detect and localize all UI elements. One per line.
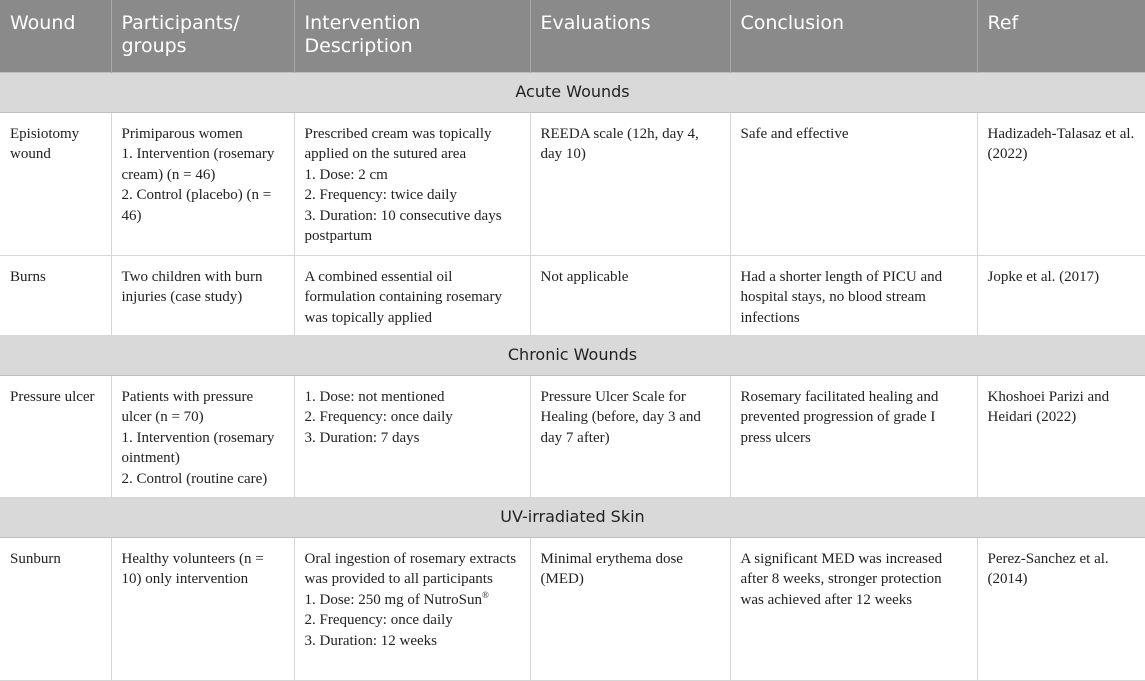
participants-line: Healthy volunteers (n = 10) only intervention bbox=[121, 550, 264, 588]
cell-conclusion: Rosemary facilitated healing and prevented progression of grade I press ulcers bbox=[730, 375, 977, 497]
cell-participants bbox=[111, 255, 294, 335]
intervention-line: 2. Frequency: once daily bbox=[304, 612, 453, 629]
section-row-chronic bbox=[0, 335, 1145, 375]
cell-ref: Hadizadeh-Talasaz et al. (2022) bbox=[977, 112, 1145, 255]
cell-intervention bbox=[294, 255, 530, 335]
intervention-line: 3. Duration: 12 weeks bbox=[304, 632, 437, 649]
cell-conclusion: Had a shorter length of PICU and hospital stays, no blood stream infections bbox=[730, 255, 977, 335]
cell-intervention bbox=[294, 375, 530, 497]
intervention-line bbox=[305, 590, 520, 611]
cell-wound: Pressure ulcer bbox=[0, 375, 111, 497]
dose-text: 1. Dose: 250 mg of NutroSun bbox=[304, 591, 482, 608]
participants-line: Patients with pressure ulcer (n = 70) bbox=[121, 388, 254, 426]
registered-mark: ® bbox=[482, 589, 489, 600]
cell-conclusion: A significant MED was increased after 8 weeks, stronger protection was achieved after 12 weeks bbox=[730, 537, 977, 680]
participants-line: 1. Intervention (rosemary ointment) bbox=[121, 429, 275, 467]
section-title: Acute Wounds bbox=[0, 72, 1145, 112]
cell-intervention bbox=[294, 537, 530, 680]
participants-line: 2. Control (routine care) bbox=[121, 470, 268, 487]
intervention-line: A combined essential oil formulation containing rosemary was topically applied bbox=[304, 268, 502, 326]
participants-line: Two children with burn injuries (case study) bbox=[121, 268, 263, 306]
header-evaluations: Evaluations bbox=[530, 0, 730, 72]
cell-participants bbox=[111, 375, 294, 497]
cell-conclusion: Safe and effective bbox=[730, 112, 977, 255]
table-row bbox=[0, 537, 1145, 680]
header-wound: Wound bbox=[0, 0, 111, 72]
intervention-line: 2. Frequency: twice daily bbox=[304, 187, 457, 204]
header-conclusion: Conclusion bbox=[730, 0, 977, 72]
cell-evaluations: Pressure Ulcer Scale for Healing (before, day 3 and day 7 after) bbox=[530, 375, 730, 497]
section-title: Chronic Wounds bbox=[0, 335, 1145, 375]
section-row-acute bbox=[0, 72, 1145, 112]
cell-ref: Khoshoei Parizi and Heidari (2022) bbox=[977, 375, 1145, 497]
cell-wound: Sunburn bbox=[0, 537, 111, 680]
table-row bbox=[0, 255, 1145, 335]
participants-line: 1. Intervention (rosemary cream) (n = 46) bbox=[121, 146, 275, 183]
intervention-line: 1. Dose: not mentioned bbox=[304, 388, 445, 405]
cell-intervention bbox=[294, 112, 530, 255]
cell-evaluations: Not applicable bbox=[530, 255, 730, 335]
intervention-line: Oral ingestion of rosemary extracts was provided to all participants bbox=[304, 550, 517, 588]
participants-line: Primiparous women bbox=[121, 125, 243, 142]
section-title: UV-irradiated Skin bbox=[0, 497, 1145, 537]
intervention-line: Prescribed cream was topically applied on the sutured area bbox=[304, 125, 492, 163]
header-intervention: Intervention Description bbox=[294, 0, 530, 72]
cell-participants bbox=[111, 112, 294, 255]
intervention-line: 3. Duration: 7 days bbox=[304, 429, 420, 446]
header-ref: Ref bbox=[977, 0, 1145, 72]
table-row bbox=[0, 375, 1145, 497]
cell-wound: Burns bbox=[0, 255, 111, 335]
cell-evaluations: REEDA scale (12h, day 4, day 10) bbox=[530, 112, 730, 255]
table-row bbox=[0, 112, 1145, 255]
intervention-line: 3. Duration: 10 consecutive days postpartum bbox=[304, 207, 502, 245]
cell-ref: Perez-Sanchez et al. (2014) bbox=[977, 537, 1145, 680]
header-participants: Participants/ groups bbox=[111, 0, 294, 72]
cell-wound: Episiotomy wound bbox=[0, 112, 111, 255]
intervention-line: 1. Dose: 2 cm bbox=[304, 166, 388, 183]
header-row bbox=[0, 0, 1145, 72]
cell-participants bbox=[111, 537, 294, 680]
cell-ref: Jopke et al. (2017) bbox=[977, 255, 1145, 335]
participants-line: 2. Control (placebo) (n = 46) bbox=[121, 187, 272, 224]
cell-evaluations: Minimal erythema dose (MED) bbox=[530, 537, 730, 680]
intervention-line: 2. Frequency: once daily bbox=[304, 409, 453, 426]
section-row-uv bbox=[0, 497, 1145, 537]
